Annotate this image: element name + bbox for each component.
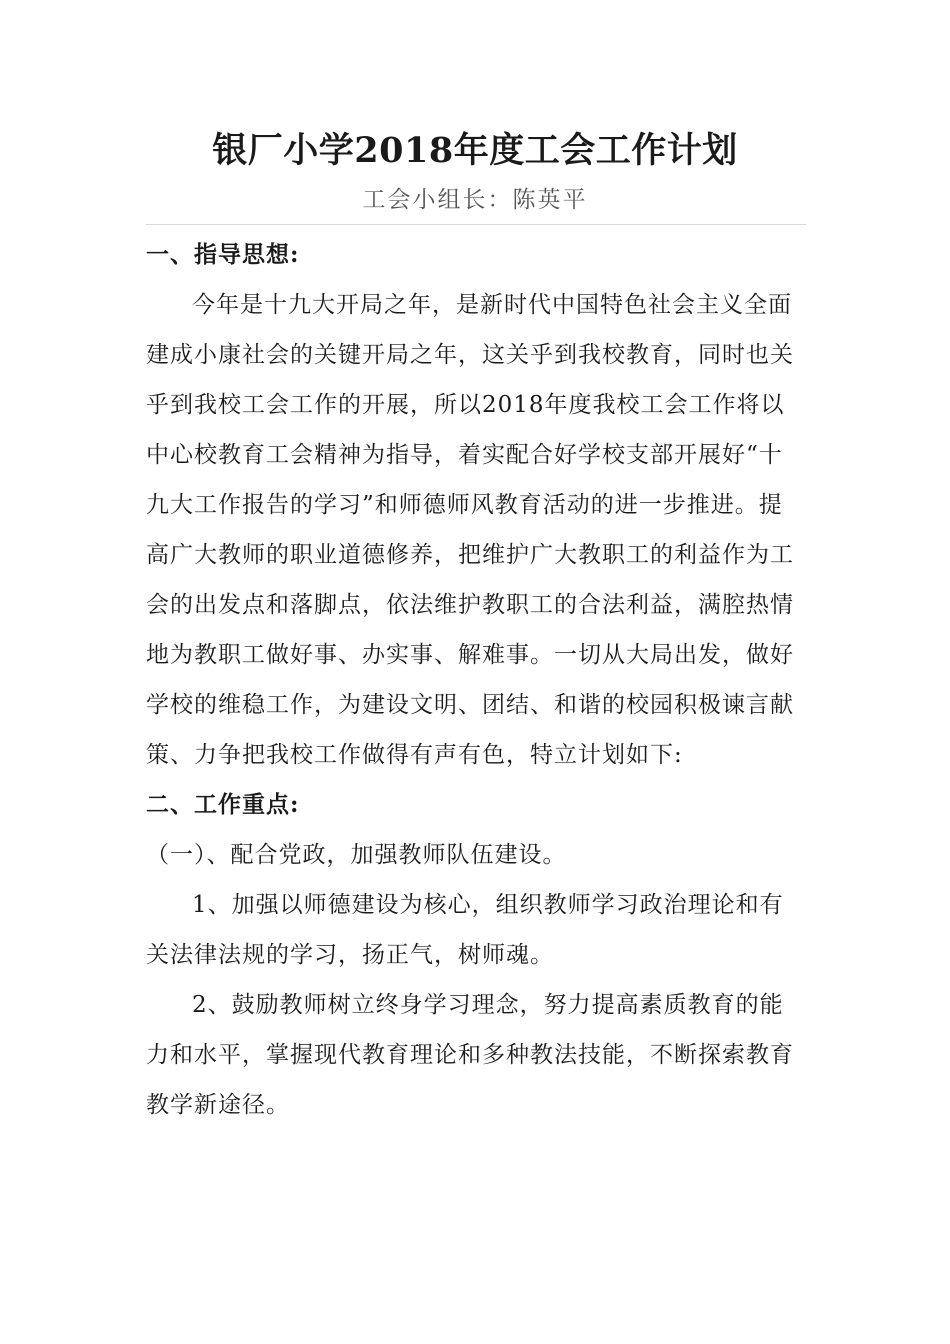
subheading-teacher-team: （一）、配合党政，加强教师队伍建设。 (146, 842, 567, 868)
paragraph-guiding-ideology: 今年是十九大开局之年，是新时代中国特色社会主义全面建成小康社会的关键开局之年，这关乎到我校教育，同时也关乎到我校工会工作的开展，所以2018年度我校工会工作将以中心校教育工会精神为指导，着实配合好学校支部开展好“十九大工作报告的学习”和师德师风教育活动的进一步推进。提高广大教师的职业道德修养，把维护广大教职工的利益作为工会的出发点和落脚点，依法维护教职工的合法利益，满腔热情地为教职工做好事、办实事、解难事。一切从大局出发，做好学校的维稳工作，为建设文明、团结、和谐的校园积极谏言献策、力争把我校工作做得有声有色，特立计划如下: (146, 292, 794, 768)
document-body (146, 230, 806, 1130)
document-title: 银厂小学2018年度工会工作计划 (212, 130, 738, 171)
paragraph-item-2: 2、鼓励教师树立终身学习理念，努力提高素质教育的能力和水平，掌握现代教育理论和多种教法技能，不断探索教育教学新途径。 (146, 992, 794, 1118)
section-heading-guiding-ideology: 一、指导思想: (146, 241, 300, 268)
title-divider (146, 224, 806, 225)
document-subtitle: 工会小组长：陈英平 (362, 187, 588, 213)
section-heading-work-focus: 二、工作重点: (146, 791, 300, 818)
paragraph-item-1: 1、加强以师德建设为核心，组织教师学习政治理论和有关法律法规的学习，扬正气，树师魂。 (146, 892, 784, 968)
